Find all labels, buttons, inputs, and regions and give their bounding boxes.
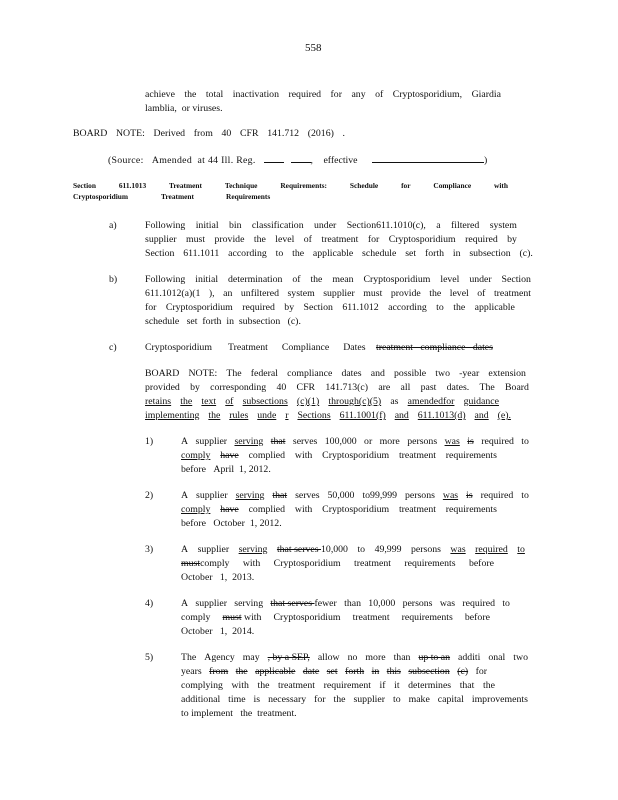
item-3-line-3: October 1, 2013. [181,572,255,583]
para-c-title: Cryptosporidium Treatment Compliance Dates treatment compliance dates [145,342,493,353]
item-1-label: 1) [145,436,154,447]
item-5-line-4: additional time is necessary for the supplier to make capital improvements [181,694,528,705]
intro-line-2: lamblia, or viruses. [145,103,223,114]
para-b-line-1: Following initial determination of the mean Cryptosporidium level under Section [145,274,531,285]
para-b-line-4: schedule set forth in subsection (c). [145,316,301,327]
item-5-line-3: complying with the treatment requirement if it determines that the [181,680,495,691]
item-1-line-1: A supplier serving that serves 100,000 or more persons was is required to [181,436,529,447]
para-a-label: a) [109,220,117,231]
item-1-line-3: before April 1, 2012. [181,464,271,475]
item-2-label: 2) [145,490,154,501]
item-4-line-1: A supplier serving that serves fewer than 10,000 persons was required to [181,598,510,609]
para-a-line-1: Following initial bin classification under Section611.1010(c), a filtered system [145,220,517,231]
para-a-line-3: Section 611.1011 according to the applicable schedule set forth in subsection (c). [145,248,533,259]
board-note-2-line-1: BOARD NOTE: The federal compliance dates and possible two -year extension [145,368,526,379]
item-3-label: 3) [145,544,154,555]
item-4-label: 4) [145,598,154,609]
para-b-label: b) [109,274,118,285]
para-b-line-2: 611.1012(a)(1 ), an unfiltered system supplier must provide the level of treatment [145,288,531,299]
board-note-2-line-4: implementing the rules unde r Sections 611.1001(f) and 611.1013(d) and (e). [145,410,511,421]
item-5-line-2: years from the applicable date set forth in this subsection (c) for [181,666,487,677]
source-note: (Source: Amended at 44 Ill. Reg. , effective ) [108,155,488,166]
item-5-label: 5) [145,652,154,663]
para-a-line-2: supplier must provide the level of treatment for Cryptosporidium required by [145,234,517,245]
item-2-line-1: A supplier serving that serves 50,000 to99,999 persons was is required to [181,490,529,501]
section-heading-line-2: Cryptosporidium Treatment Requirements [73,192,271,201]
item-2-line-3: before October 1, 2012. [181,518,282,529]
para-b-line-3: for Cryptosporidium required by Section 611.1012 according to the applicable [145,302,515,313]
section-heading-line-1: Section 611.1013 Treatment Technique Requirements: Schedule for Compliance with [73,181,508,190]
board-note-derived: BOARD NOTE: Derived from 40 CFR 141.712 (2016) . [73,128,345,139]
item-5-line-1: The Agency may , by a SEP, allow no more than up to an additi onal two [181,652,528,663]
page-number: 558 [305,42,322,54]
board-note-2-line-3: retains the text of subsections (c)(1) through(c)(5) as amendedfor guidance [145,396,499,407]
item-2-line-2: comply have complied with Cryptosporidium treatment requirements [181,504,497,515]
item-4-line-2: comply must with Cryptosporidium treatment requirements before [181,612,490,623]
item-1-line-2: comply have complied with Cryptosporidium treatment requirements [181,450,497,461]
board-note-2-line-2: provided by corresponding 40 CFR 141.713(c) are all past dates. The Board [145,382,529,393]
intro-line-1: achieve the total inactivation required for any of Cryptosporidium, Giardia [145,89,501,100]
item-3-line-2: mustcomply with Cryptosporidium treatment requirements before [181,558,494,569]
item-3-line-1: A supplier serving that serves 10,000 to 49,999 persons was required to [181,544,525,555]
para-c-label: c) [109,342,117,353]
item-5-line-5: to implement the treatment. [181,708,297,719]
item-4-line-3: October 1, 2014. [181,626,255,637]
